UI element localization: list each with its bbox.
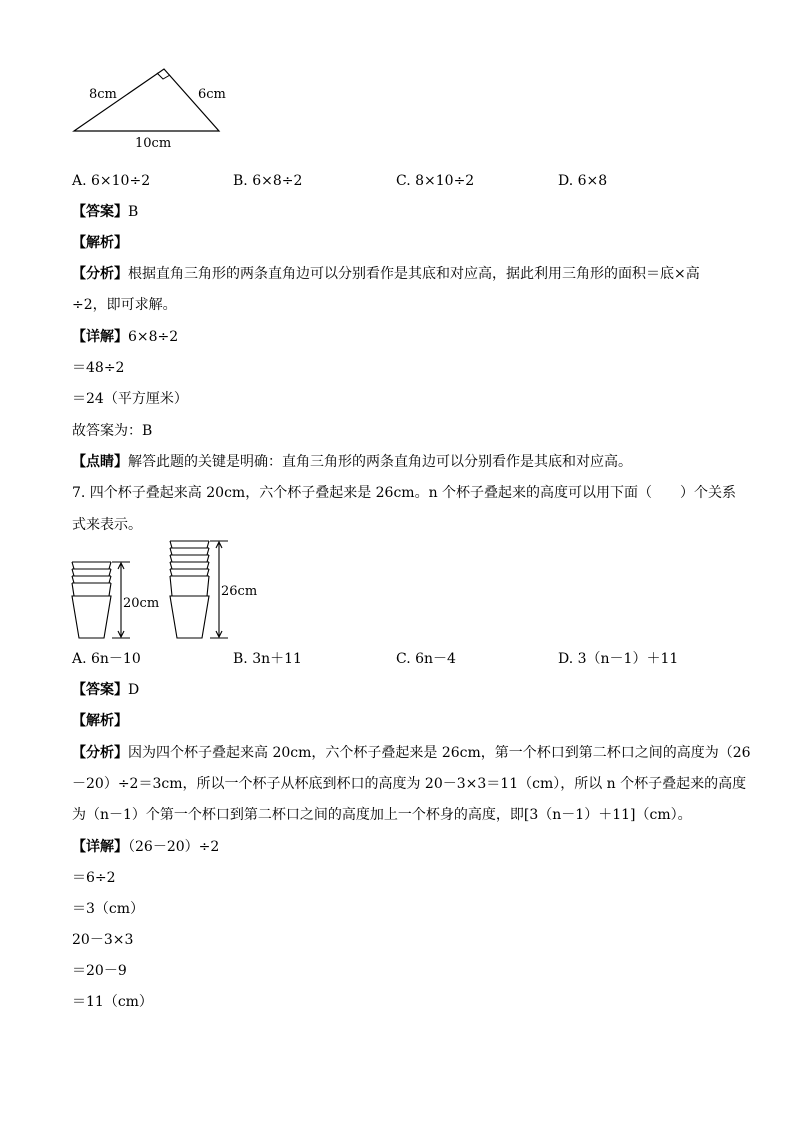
q7-detail-line-3: ＝3（cm）: [72, 901, 145, 917]
q6-detail-line-3: ＝24（平方厘米）: [72, 391, 188, 407]
q7-analysis-line-3: 为（n－1）个第一个杯口到第二杯口之间的高度加上一个杯身的高度，即[3（n－1）＋11]（cm）。: [72, 807, 692, 823]
analysis-tag: 【分析】: [72, 745, 128, 761]
comment-text: 解答此题的关键是明确：直角三角形的两条直角边可以分别看作是其底和对应高。: [128, 454, 632, 470]
q7-stem-line-2: 式来表示。: [72, 517, 142, 533]
comment-tag: 【点睛】: [72, 454, 128, 470]
q7-detail-line-4: 20－3×3: [72, 932, 134, 948]
q6-option-c: C. 8×10÷2: [396, 173, 475, 189]
q7-analysis-line-2: －20）÷2＝3cm，所以一个杯子从杯底到杯口的高度为 20－3×3＝11（cm），所以 n 个杯子叠起来的高度: [72, 776, 747, 792]
analysis-text: 根据直角三角形的两条直角边可以分别看作是其底和对应高，据此利用三角形的面积＝底×高: [128, 266, 700, 282]
q7-detail-line-1: [72, 838, 219, 856]
q7-stem-line-1: 7. 四个杯子叠起来高 20cm，六个杯子叠起来是 26cm。n 个杯子叠起来的高度可以用下面（ ）个关系: [72, 485, 737, 501]
answer-value: D: [128, 682, 140, 698]
q7-detail-line-5: ＝20－9: [72, 963, 127, 979]
q6-option-a: A. 6×10÷2: [72, 173, 151, 189]
q7-option-b: B. 3n＋11: [233, 651, 302, 667]
q6-option-b: B. 6×8÷2: [233, 173, 303, 189]
answer-tag: 【答案】: [72, 204, 128, 220]
triangle-bottom-label: 10cm: [135, 136, 172, 151]
q7-option-d: D. 3（n－1）＋11: [558, 651, 679, 667]
q7-answer: [72, 681, 139, 699]
q6-analysis-line-2: ÷2，即可求解。: [72, 297, 177, 313]
q7-option-a: A. 6n－10: [72, 651, 141, 667]
detail-text: 6×8÷2: [128, 329, 179, 345]
q6-detail-line-2: ＝48÷2: [72, 360, 125, 376]
analysis-text: 因为四个杯子叠起来高 20cm，六个杯子叠起来是 26cm，第一个杯口到第二杯口之间的高度为（26: [128, 745, 751, 761]
detail-text: （26－20）÷2: [128, 839, 220, 855]
q7-analysis-line-1: [72, 744, 751, 762]
q6-option-d: D. 6×8: [558, 173, 608, 189]
answer-value: B: [128, 204, 139, 220]
q7-option-c: C. 6n－4: [396, 651, 456, 667]
cups-right-height-label: 26cm: [221, 584, 258, 599]
analysis-tag: 【分析】: [72, 266, 128, 282]
detail-tag: 【详解】: [72, 329, 128, 345]
q6-conclusion: 故答案为：B: [72, 423, 153, 439]
triangle-left-label: 8cm: [89, 87, 117, 102]
q7-detail-line-6: ＝11（cm）: [72, 994, 153, 1010]
q6-jiexi: 【解析】: [72, 235, 128, 251]
cups-left-height-label: 20cm: [123, 596, 160, 611]
triangle-right-label: 6cm: [198, 87, 226, 102]
answer-tag: 【答案】: [72, 682, 128, 698]
q7-detail-line-2: ＝6÷2: [72, 870, 116, 886]
q7-jiexi: 【解析】: [72, 713, 128, 729]
detail-tag: 【详解】: [72, 839, 128, 855]
